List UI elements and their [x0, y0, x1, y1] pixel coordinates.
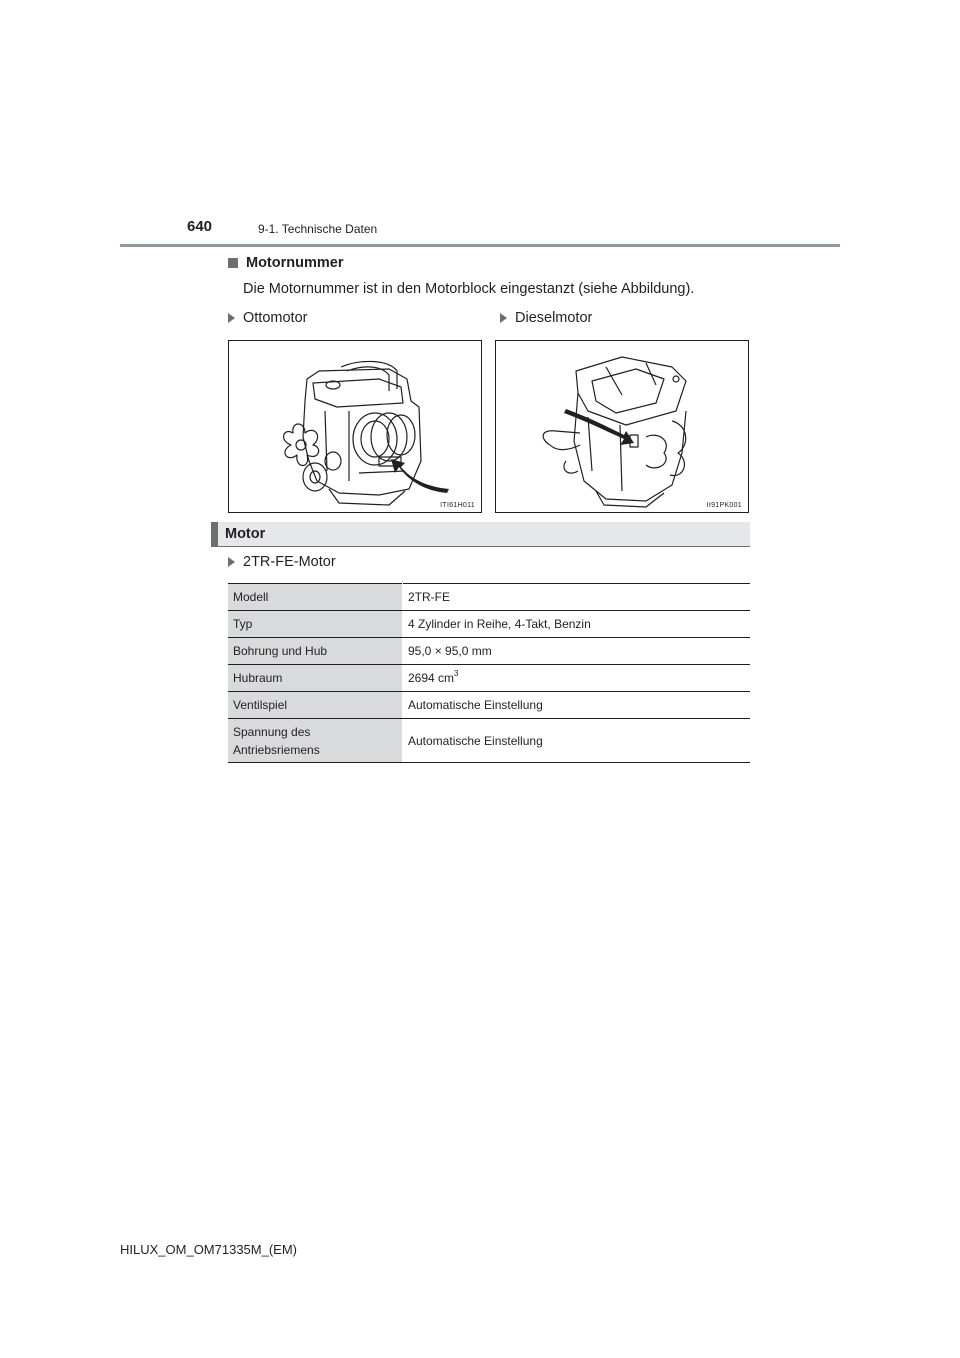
spec-label: Hubraum	[228, 665, 403, 692]
square-bullet-icon	[228, 258, 238, 268]
table-row	[228, 584, 750, 611]
diesel-engine-label	[500, 310, 592, 326]
spec-label: Ventilspiel	[228, 692, 403, 719]
belt-label-line1: Spannung des	[233, 724, 311, 739]
triangle-bullet-icon	[500, 313, 507, 323]
spec-label: Bohrung und Hub	[228, 638, 403, 665]
gasoline-engine-figure	[228, 340, 482, 513]
diesel-engine-illustration	[496, 341, 750, 514]
motor-spec-table	[228, 583, 750, 763]
triangle-bullet-icon	[228, 313, 235, 323]
document-id-footer: HILUX_OM_OM71335M_(EM)	[120, 1242, 297, 1257]
spec-value: Automatische Einstellung	[403, 719, 751, 763]
motor-section-header	[211, 522, 750, 547]
displacement-value: 2694 cm	[408, 671, 455, 685]
spec-value: 95,0 × 95,0 mm	[403, 638, 751, 665]
table-row	[228, 638, 750, 665]
displacement-exponent: 3	[454, 669, 459, 678]
table-row	[228, 692, 750, 719]
spec-label: Modell	[228, 584, 403, 611]
engine-number-description: Die Motornummer ist in den Motorblock eingestanzt (siehe Abbildung).	[243, 281, 695, 297]
motor-section-title: Motor	[225, 526, 266, 542]
section-title: 9-1. Technische Daten	[258, 222, 378, 236]
page-number: 640	[187, 218, 213, 235]
spec-value: Automatische Einstellung	[403, 692, 751, 719]
spec-label	[228, 719, 403, 763]
engine-variant-label	[228, 554, 336, 570]
section-accent-bar	[211, 522, 218, 546]
engine-variant-label-text: 2TR-FE-Motor	[243, 554, 336, 570]
spec-value: 2TR-FE	[403, 584, 751, 611]
gasoline-engine-illustration	[229, 341, 483, 514]
spec-value: 4 Zylinder in Reihe, 4-Takt, Benzin	[403, 611, 751, 638]
gasoline-figure-code: ITI61H011	[440, 502, 475, 509]
engine-number-heading-text: Motornummer	[246, 255, 344, 271]
gasoline-engine-label	[228, 310, 307, 326]
spec-label: Typ	[228, 611, 403, 638]
table-row	[228, 665, 750, 692]
engine-number-heading	[228, 255, 343, 271]
triangle-bullet-icon	[228, 557, 235, 567]
gasoline-engine-label-text: Ottomotor	[243, 310, 308, 326]
diesel-engine-figure	[495, 340, 749, 513]
spec-value	[403, 665, 751, 692]
header-divider	[120, 244, 840, 247]
belt-label-line2: Antriebsriemens	[233, 742, 320, 757]
table-row	[228, 611, 750, 638]
diesel-engine-label-text: Dieselmotor	[515, 310, 593, 326]
diesel-figure-code: II91PK001	[706, 502, 742, 509]
table-row	[228, 719, 750, 763]
